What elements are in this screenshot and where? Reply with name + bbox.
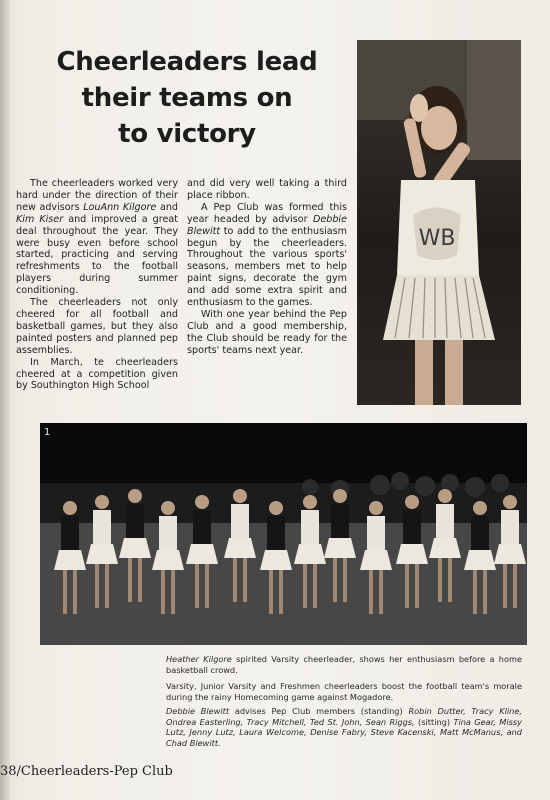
title-line-3: to victory (118, 119, 256, 149)
uniform-letters: WB (418, 226, 456, 251)
article-paragraph: With one year behind the Pep Club and a good membership, the Club should be ready for the sports' teams next year. (187, 308, 347, 356)
article-paragraph: and did very well taking a third place ribbon. (187, 178, 347, 201)
caption-name-list: Robin Dutter, Tracy Kline, Ondrea Easterling, Tracy Mitchell, Ted St. John, Sean Riggs, (166, 706, 522, 727)
photo-number: 1 (44, 427, 51, 438)
title-line-1: Cheerleaders lead (56, 47, 318, 77)
page-folio: 38/Cheerleaders-Pep Club (0, 764, 173, 779)
cheerleader-squad-photo (40, 423, 527, 645)
title-line-2: their teams on (81, 83, 293, 113)
article-paragraph: The cheerleaders not only cheered for all football and basketball games, but they also painted posters and planned pep assemblies. (16, 297, 178, 356)
article-column-2 (187, 178, 347, 357)
page-binding-shadow (0, 0, 10, 800)
caption-pep-club: Debbie Blewitt advises Pep Club members (standing) Robin Dutter, Tracy Kline, Ondrea Easterling, Tracy Mitchell, Ted St. John, Sean Riggs, (sitting) Tina Gear, Missy Lutz, Jenny Lutz, Laura Welcome, Denise Fabry, Steve Kacenski, Matt McManus, and Chad Blewitt. (166, 706, 522, 748)
article-paragraph: A Pep Club was formed this year headed by advisor Debbie Blewitt to add to the enthusiasm begun by the cheerleaders. Throughout the various sports' seasons, members met to help paint signs, decorate the gym and add some extra spirit and enthusiasm to the games. (187, 201, 347, 309)
cheerleader-portrait-photo (357, 40, 521, 405)
article-column-1 (16, 178, 178, 392)
caption-name: Debbie Blewitt (166, 706, 230, 716)
advisor-name: LouAnn Kilgore (83, 201, 157, 213)
cheerleader-squad-illustration (40, 423, 527, 645)
caption-name: Heather Kilgore (166, 654, 232, 664)
advisor-name: Kim Kiser (16, 213, 64, 225)
caption-portrait: Heather Kilgore spirited Varsity cheerleader, shows her enthusiasm before a home basketball crowd. (166, 654, 522, 675)
advisor-name: Debbie Blewitt (187, 213, 347, 237)
caption-squad: Varsity, Junior Varsity and Freshmen cheerleaders boost the football team's morale during the rainy Homecoming game against Mogadore. (166, 681, 522, 702)
article-paragraph: The cheerleaders worked very hard under the direction of their new advisors LouAnn Kilgore and Kim Kiser and improved a great deal throughout the year. They were busy even before school started, practicing and serving refreshments to the football players during summer conditioning. (16, 178, 178, 297)
cheerleader-portrait-illustration (357, 40, 521, 405)
caption-name-list: Tina Gear, Missy Lutz, Jenny Lutz, Laura Welcome, Denise Fabry, Steve Kacenski, Matt McManus, and Chad Blewitt. (166, 716, 522, 748)
article-paragraph: In March, te cheerleaders cheered at a competition given by Southington High School (16, 356, 178, 392)
page-title (34, 44, 340, 152)
